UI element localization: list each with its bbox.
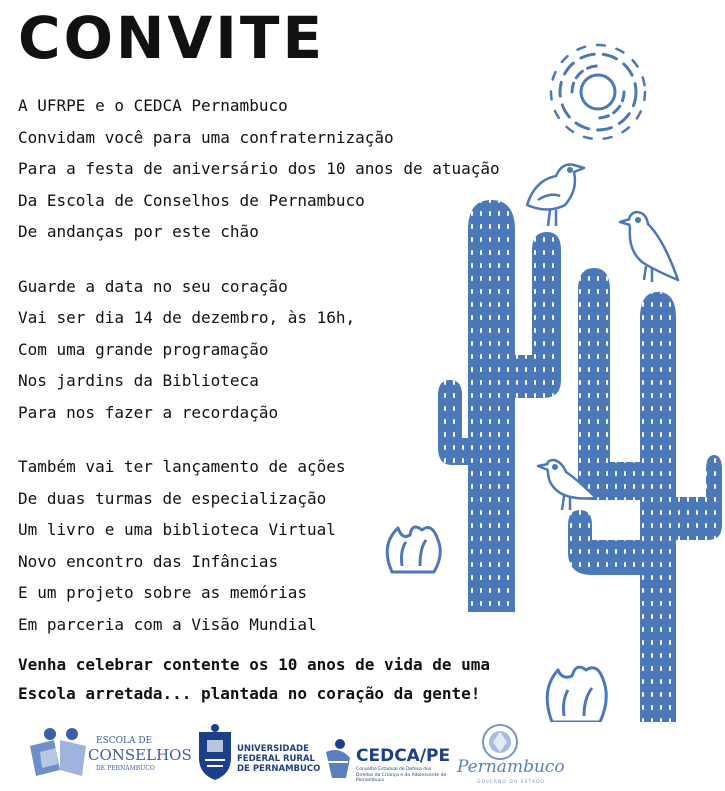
book-people-icon [26, 722, 96, 782]
poem-line: Vai ser dia 14 de dezembro, às 16h, [18, 308, 356, 327]
ufrpe-logo [195, 722, 321, 791]
poem-line: Guarde a data no seu coração [18, 276, 288, 296]
poem-line: E um projeto sobre as memórias [18, 583, 307, 602]
poem-line: Em parceria com a Visão Mundial [18, 614, 317, 634]
poem-line: Um livro e uma biblioteca Virtual [18, 520, 336, 539]
escola-de-conselhos-logo [26, 722, 192, 791]
partner-logos [0, 722, 725, 791]
cedca-figure-icon [322, 722, 354, 782]
cedca-name: CEDCA/PE [356, 746, 451, 766]
pernambuco-government-logo [455, 722, 565, 791]
ufrpe-line3: DE PERNAMBUCO [237, 764, 321, 774]
ufrpe-line1: UNIVERSIDADE [237, 744, 309, 754]
escola-line2: CONSELHOS [88, 746, 192, 764]
poem-line: Da Escola de Conselhos de Pernambuco [18, 190, 365, 210]
university-crest-icon [195, 722, 235, 782]
pernambuco-name: Pernambuco [457, 757, 565, 777]
pernambuco-subtitle: GOVERNO DO ESTADO [477, 780, 545, 785]
escola-line3: DE PERNAMBUCO [96, 765, 155, 772]
state-seal-icon [455, 722, 555, 762]
poem-line: Novo encontro das Infâncias [18, 551, 279, 571]
bird-icon [527, 164, 584, 226]
poem-line: Também vai ter lançamento de ações [18, 457, 346, 476]
closing-line: Escola arretada... plantada no coração da gente! [18, 684, 481, 703]
stanza-1 [18, 90, 500, 248]
escola-line1: ESCOLA DE [96, 736, 153, 746]
closing-line: Venha celebrar contente os 10 anos de vida de uma [18, 655, 491, 674]
poem-line: Nos jardins da Biblioteca [18, 371, 259, 390]
poem-line: A UFRPE e o CEDCA Pernambuco [18, 96, 288, 115]
poem-line: Para a festa de aniversário dos 10 anos de atuação [18, 159, 500, 178]
cedca-logo [322, 722, 451, 791]
closing-message [18, 650, 490, 708]
cedca-subtitle: Conselho Estadual de Defesa dos Direitos da Criança e do Adolescente de Pernambuco [356, 767, 447, 783]
stanza-2 [18, 271, 500, 429]
bird-icon [620, 212, 678, 282]
poem-line: Com uma grande programação [18, 339, 269, 359]
invitation-title: CONVITE [18, 4, 326, 72]
stanza-3 [18, 451, 500, 640]
poem-line: Convidam você para uma confraternização [18, 127, 394, 147]
ufrpe-line2: FEDERAL RURAL [237, 754, 315, 764]
sun-icon [551, 45, 645, 139]
shrub-icon [547, 667, 606, 722]
poem-line: De duas turmas de especialização [18, 488, 327, 508]
invitation-poem [18, 90, 500, 663]
poem-line: Para nos fazer a recordação [18, 402, 279, 422]
poem-line: De andanças por este chão [18, 222, 259, 241]
